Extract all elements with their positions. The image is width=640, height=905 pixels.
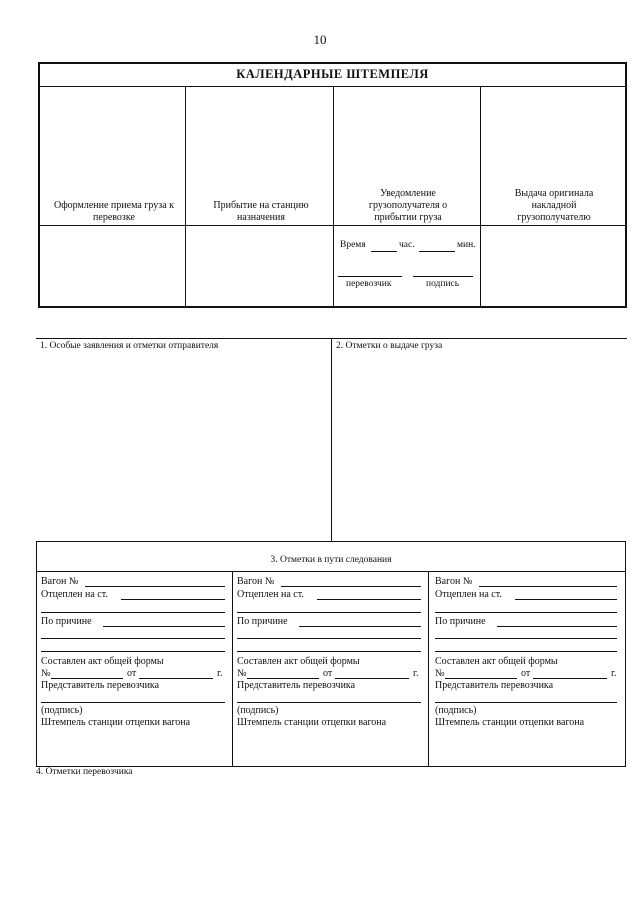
page-number: 10: [313, 32, 327, 47]
act-label: Составлен акт общей формы: [41, 656, 164, 667]
reason-field-3[interactable]: [41, 651, 225, 652]
stamps-col-divider: [480, 86, 481, 308]
wagon-field[interactable]: [281, 586, 421, 587]
act-number-sign: №: [41, 668, 51, 679]
station-stamp-label: Штемпель станции отцепки вагона: [41, 717, 191, 728]
time-label: Время: [340, 240, 366, 250]
act-year-label: г.: [217, 668, 223, 679]
route-marks-title: 3. Отметки в пути следования: [270, 555, 392, 565]
uncoupled-field-2[interactable]: [237, 612, 421, 613]
stamp-col-arrival: Прибытие на станцию назначения: [213, 200, 309, 223]
reason-field[interactable]: [497, 626, 617, 627]
route-marks-box: [36, 541, 626, 767]
act-number-field[interactable]: [51, 678, 123, 679]
wagon-field[interactable]: [479, 586, 617, 587]
reason-field[interactable]: [103, 626, 225, 627]
act-number-field[interactable]: [247, 678, 319, 679]
reason-field-3[interactable]: [435, 651, 617, 652]
wagon-label: Вагон №: [237, 576, 275, 587]
route-col-divider: [428, 571, 429, 766]
uncoupled-field[interactable]: [317, 599, 421, 600]
act-year-label: г.: [413, 668, 419, 679]
carrier-rep-field[interactable]: [41, 702, 225, 703]
uncoupled-field-2[interactable]: [435, 612, 617, 613]
carrier-rep-label: Представитель перевозчика: [41, 680, 160, 691]
route-title-divider: [37, 571, 625, 572]
statements-divider: [331, 338, 332, 541]
act-date-field[interactable]: [533, 678, 607, 679]
stamps-row-divider: [40, 225, 625, 226]
station-stamp-label: Штемпель станции отцепки вагона: [435, 717, 585, 728]
act-date-field[interactable]: [139, 678, 213, 679]
stamps-title: КАЛЕНДАРНЫЕ ШТЕМПЕЛЯ: [40, 64, 625, 87]
reason-label: По причине: [435, 616, 486, 627]
uncoupled-field-2[interactable]: [41, 612, 225, 613]
signature-label: (подпись): [41, 705, 83, 716]
hours-field[interactable]: [371, 251, 397, 252]
act-number-field[interactable]: [445, 678, 517, 679]
uncoupled-field[interactable]: [515, 599, 617, 600]
stamps-col-divider: [333, 86, 334, 308]
act-from-label: от: [127, 668, 137, 679]
uncoupled-label: Отцеплен на ст.: [435, 589, 502, 600]
minutes-label: мин.: [457, 240, 476, 250]
wagon-label: Вагон №: [435, 576, 473, 587]
act-date-field[interactable]: [335, 678, 409, 679]
reason-label: По причине: [237, 616, 288, 627]
calendar-stamps-table: [38, 62, 627, 308]
signature-label: (подпись): [435, 705, 477, 716]
uncoupled-label: Отцеплен на ст.: [41, 589, 108, 600]
stamp-col-delivery: Выдача оригинала накладной грузополучателю: [514, 188, 594, 223]
carrier-rep-label: Представитель перевозчика: [435, 680, 554, 691]
delivery-marks-label: 2. Отметки о выдаче груза: [336, 341, 443, 351]
reason-label: По причине: [41, 616, 92, 627]
act-number-sign: №: [435, 668, 445, 679]
act-label: Составлен акт общей формы: [237, 656, 360, 667]
minutes-field[interactable]: [419, 251, 455, 252]
stamp-col-acceptance: Оформление приема груза к перевозке: [53, 200, 174, 223]
wagon-field[interactable]: [85, 586, 225, 587]
sender-statements-label: 1. Особые заявления и отметки отправителя: [40, 341, 219, 351]
carrier-line[interactable]: [338, 276, 402, 277]
carrier-marks-label: 4. Отметки перевозчика: [36, 767, 133, 777]
wagon-label: Вагон №: [41, 576, 79, 587]
station-stamp-label: Штемпель станции отцепки вагона: [237, 717, 387, 728]
signature-label: подпись: [426, 279, 460, 289]
stamps-col-divider: [185, 86, 186, 308]
route-col-divider: [232, 571, 233, 766]
carrier-label: перевозчик: [346, 279, 392, 289]
act-label: Составлен акт общей формы: [435, 656, 558, 667]
act-number-sign: №: [237, 668, 247, 679]
stamp-col-notification: Уведомление грузополучателя о прибытии груза: [368, 188, 448, 223]
carrier-rep-label: Представитель перевозчика: [237, 680, 356, 691]
hours-label: час.: [399, 240, 415, 250]
reason-field-2[interactable]: [435, 638, 617, 639]
reason-field[interactable]: [299, 626, 421, 627]
reason-field-2[interactable]: [41, 638, 225, 639]
uncoupled-field[interactable]: [121, 599, 225, 600]
act-from-label: от: [323, 668, 333, 679]
reason-field-2[interactable]: [237, 638, 421, 639]
uncoupled-label: Отцеплен на ст.: [237, 589, 304, 600]
reason-field-3[interactable]: [237, 651, 421, 652]
signature-label: (подпись): [237, 705, 279, 716]
signature-line[interactable]: [413, 276, 473, 277]
act-year-label: г.: [611, 668, 617, 679]
carrier-rep-field[interactable]: [435, 702, 617, 703]
carrier-rep-field[interactable]: [237, 702, 421, 703]
act-from-label: от: [521, 668, 531, 679]
